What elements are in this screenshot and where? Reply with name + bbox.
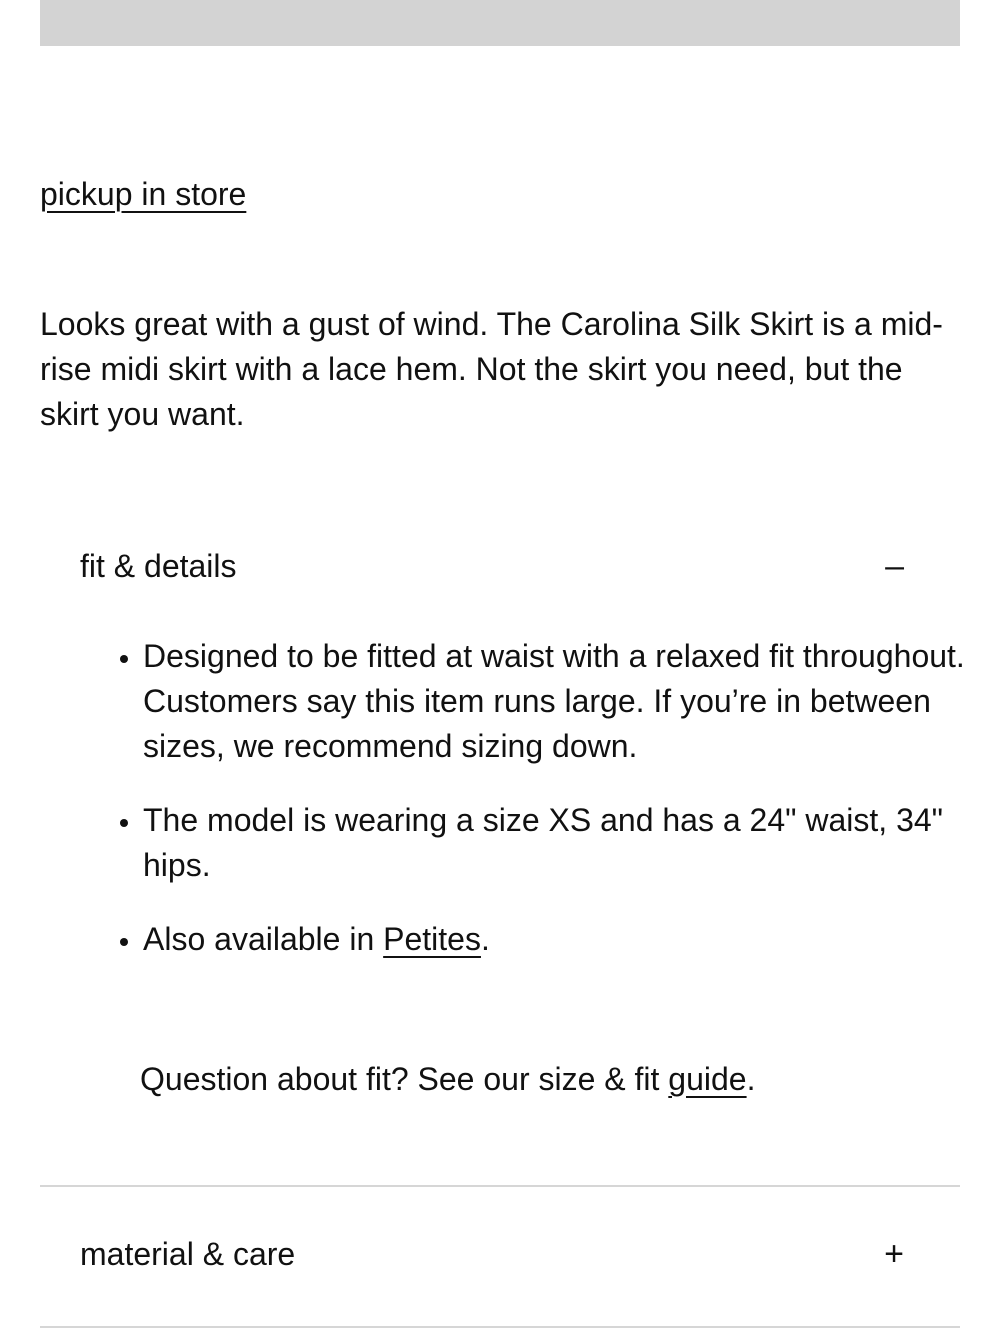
petites-text: Also available in — [143, 921, 384, 957]
material-care-title: material & care — [80, 1236, 296, 1272]
fit-details-list — [60, 634, 983, 991]
section-divider — [40, 1185, 960, 1187]
fit-question-text — [140, 1057, 755, 1102]
material-care-accordion-header[interactable] — [40, 1224, 960, 1284]
top-action-button-bar[interactable] — [40, 0, 960, 46]
petites-suffix: . — [480, 921, 490, 957]
list-item — [143, 917, 983, 962]
fit-details-title: fit & details — [80, 548, 237, 584]
fit-question-suffix: . — [746, 1061, 756, 1097]
plus-icon[interactable]: + — [884, 1235, 904, 1273]
pickup-in-store-link[interactable]: pickup in store — [40, 176, 247, 212]
list-item: • The model is wearing a size XS and has a 24" waist, 34" hips. — [143, 798, 983, 888]
size-guide-link[interactable]: guide — [668, 1061, 747, 1097]
fit-details-accordion-header[interactable] — [40, 536, 960, 596]
minus-icon[interactable]: – — [885, 547, 904, 585]
list-item: • Designed to be fitted at waist with a relaxed fit throughout. Customers say this item runs large. If you’re in between sizes, we recommend sizing down. — [143, 634, 983, 769]
fit-question-prefix: Question about fit? See our size & fit — [140, 1061, 669, 1097]
product-description: Looks great with a gust of wind. The Carolina Silk Skirt is a mid-rise midi skirt with a lace hem. Not the skirt you need, but the skirt you want. — [40, 306, 943, 432]
section-divider — [40, 1326, 960, 1328]
petites-link[interactable]: Petites — [383, 921, 481, 957]
